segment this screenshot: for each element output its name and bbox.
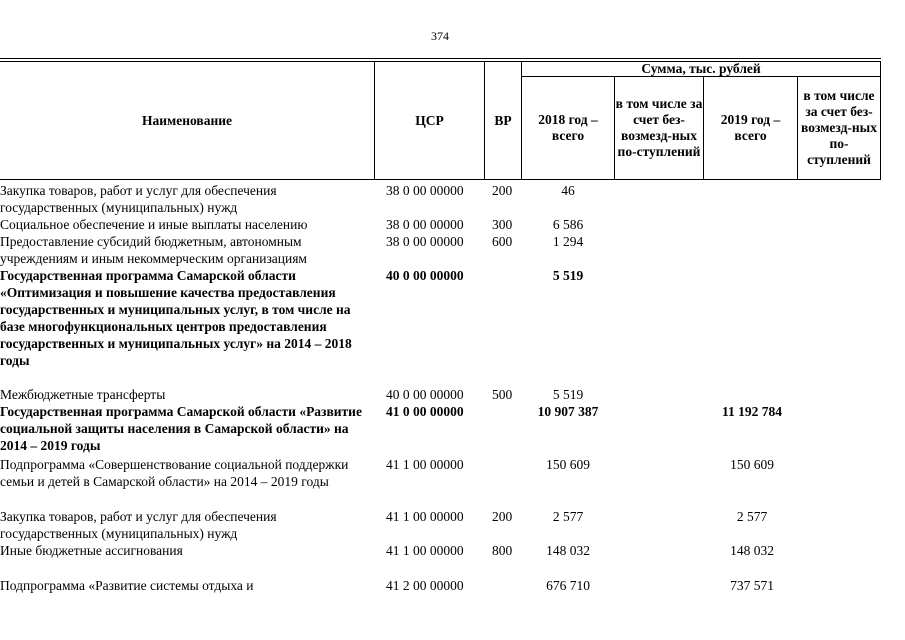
- row-2018: 5 519: [552, 268, 584, 283]
- table-header: [0, 58, 881, 180]
- row-name: Иные бюджетные ассигнования: [0, 543, 183, 558]
- header-2019-free: в том числе за счет без-возмезд-ных по-ступлений: [801, 88, 877, 167]
- row-csr: 38 0 00 00000: [386, 217, 464, 232]
- row-2018: 148 032: [546, 543, 590, 558]
- row-name: Социальное обеспечение и иные выплаты населению: [0, 217, 308, 232]
- header-sum: Сумма, тыс. рублей: [641, 60, 761, 76]
- header-vr: ВР: [494, 112, 512, 128]
- row-vr: 500: [492, 387, 513, 402]
- row-name: Предоставление субсидий бюджетным, автономным учреждениям и иным некоммерческим организациям: [0, 234, 307, 266]
- header-2018-free: в том числе за счет без-возмезд-ных по-ступлений: [615, 96, 703, 159]
- header-top-line: [0, 58, 881, 59]
- row-2018: 676 710: [546, 578, 590, 593]
- row-2019: 737 571: [730, 578, 774, 593]
- row-csr: 41 1 00 00000: [386, 509, 464, 524]
- row-csr: 41 1 00 00000: [386, 457, 464, 472]
- header-name: Наименование: [142, 112, 232, 128]
- row-csr: 40 0 00 00000: [386, 268, 464, 283]
- row-name: Государственная программа Самарской области «Развитие социальной защиты населения в Самарской области» на 2014 – 2019 годы: [0, 404, 362, 453]
- row-name: Межбюджетные трансферты: [0, 387, 166, 402]
- header-csr: ЦСР: [415, 112, 444, 128]
- row-vr: 200: [492, 183, 513, 198]
- row-2018: 46: [561, 183, 575, 198]
- row-csr: 41 0 00 00000: [386, 404, 464, 419]
- row-2019: 148 032: [730, 543, 774, 558]
- row-2018: 150 609: [546, 457, 590, 472]
- row-name: Подпрограмма «Совершенствование социальной поддержки семьи и детей в Самарской области» на 2014 – 2019 годы: [0, 457, 349, 489]
- row-csr: 40 0 00 00000: [386, 387, 464, 402]
- row-2019: 150 609: [730, 457, 774, 472]
- row-csr: 41 2 00 00000: [386, 578, 464, 593]
- col-divider-7: [880, 61, 881, 179]
- header-bottom-line: [0, 179, 881, 180]
- row-name: Закупка товаров, работ и услуг для обеспечения государственных (муниципальных) нужд: [0, 509, 277, 541]
- row-2018: 6 586: [552, 217, 584, 232]
- row-2018: 1 294: [552, 234, 584, 249]
- row-vr: 600: [492, 234, 513, 249]
- row-name: Закупка товаров, работ и услуг для обеспечения государственных (муниципальных) нужд: [0, 183, 277, 215]
- row-csr: 38 0 00 00000: [386, 183, 464, 198]
- row-2018: 5 519: [552, 387, 584, 402]
- row-2018: 2 577: [552, 509, 584, 524]
- header-2019: 2019 год – всего: [720, 112, 781, 143]
- row-vr: 300: [492, 217, 513, 232]
- row-csr: 38 0 00 00000: [386, 234, 464, 249]
- row-name: Подпрограмма «Развитие системы отдыха и: [0, 578, 254, 593]
- row-2019: 2 577: [736, 509, 768, 524]
- row-2019: 11 192 784: [721, 404, 782, 419]
- page-number: 374: [431, 29, 449, 43]
- header-2018: 2018 год – всего: [538, 112, 598, 143]
- row-vr: 200: [492, 509, 513, 524]
- row-2018: 10 907 387: [537, 404, 599, 419]
- row-csr: 41 1 00 00000: [386, 543, 464, 558]
- row-name: Государственная программа Самарской области «Оптимизация и повышение качества предоставления государственных и муниципальных услуг, в том числе на базе многофункциональных центров предоставления государственных и муниципальных услуг» на 2014 – 2018 годы: [0, 268, 352, 368]
- row-vr: 800: [492, 543, 513, 558]
